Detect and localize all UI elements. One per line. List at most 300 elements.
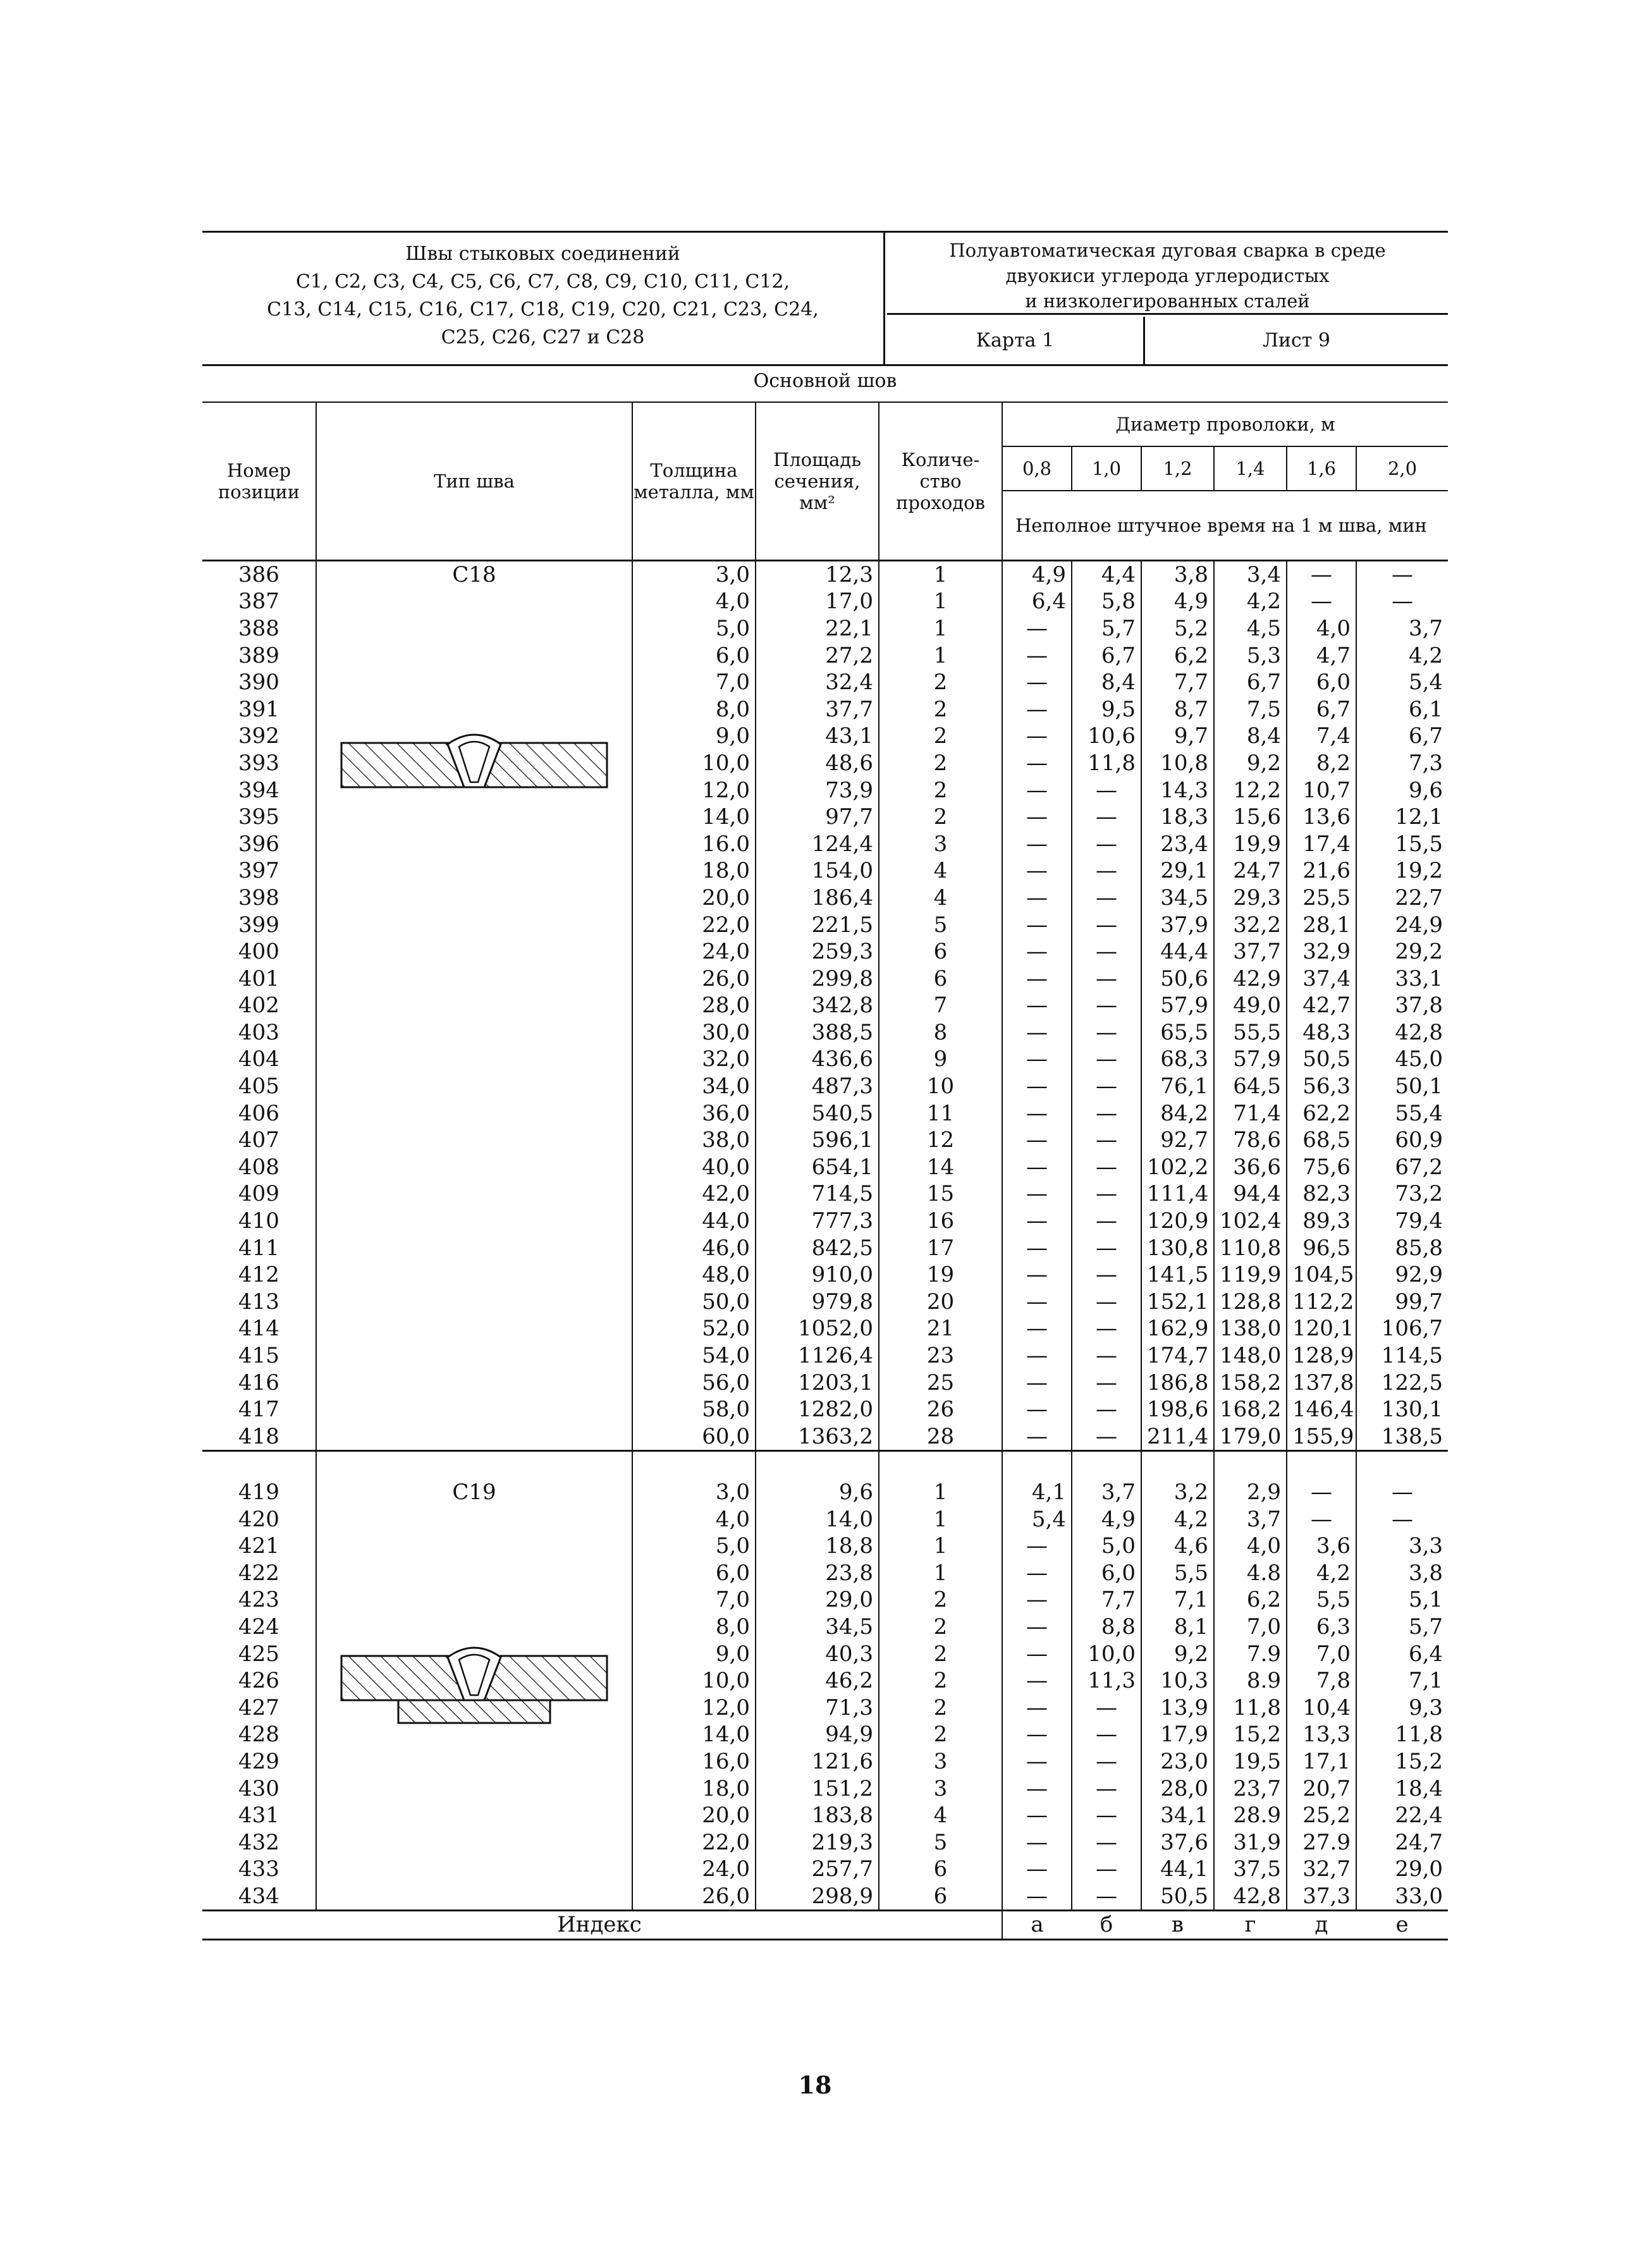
area-cell: 94,9 (756, 1721, 879, 1748)
table-row (202, 1559, 1448, 1586)
time-cell: 128,8 (1214, 1289, 1287, 1316)
thickness-cell: 9,0 (632, 723, 756, 750)
thickness-cell: 4,0 (632, 1505, 756, 1533)
table-row (202, 1289, 1448, 1316)
passes-cell: 2 (879, 776, 1002, 804)
thickness-cell: 18,0 (632, 857, 756, 885)
table-row (202, 804, 1448, 831)
time-cell: 120,9 (1141, 1208, 1214, 1235)
weld-type-cell (316, 965, 632, 992)
time-cell: — (1072, 1721, 1141, 1748)
time-cell: — (1072, 1289, 1141, 1316)
thickness-cell: 28,0 (632, 992, 756, 1019)
time-cell: 6,7 (1287, 696, 1356, 723)
time-cell: 8.9 (1214, 1667, 1287, 1695)
time-cell: 25,2 (1287, 1802, 1356, 1829)
weld-type-cell (316, 1154, 632, 1181)
area-cell: 487,3 (756, 1073, 879, 1100)
header-left (202, 233, 885, 364)
time-cell: — (1072, 857, 1141, 885)
passes-cell: 3 (879, 830, 1002, 857)
time-cell: 23,0 (1141, 1748, 1214, 1775)
table-row (202, 830, 1448, 857)
area-cell: 388,5 (756, 1019, 879, 1046)
time-cell: 168,2 (1214, 1396, 1287, 1423)
area-cell: 221,5 (756, 911, 879, 938)
time-cell: 37,8 (1395, 993, 1443, 1019)
time-cell: — (1072, 1775, 1141, 1802)
time-cell: 28,1 (1287, 911, 1356, 938)
time-cell: — (1002, 1315, 1072, 1342)
weld-type-cell (316, 1289, 632, 1316)
passes-cell: 6 (879, 938, 1002, 965)
area-cell: 27,2 (756, 642, 879, 669)
time-cell: 11,8 (1214, 1694, 1287, 1721)
position-cell: 421 (202, 1533, 316, 1560)
thickness-cell: 5,0 (632, 615, 756, 642)
time-cell: 11,3 (1072, 1667, 1141, 1695)
time-cell: 17,1 (1287, 1748, 1356, 1775)
position-cell: 396 (202, 830, 316, 857)
time-cell: — (1072, 1883, 1141, 1911)
thickness-cell: 22,0 (632, 1829, 756, 1856)
position-cell: 393 (202, 750, 316, 777)
position-cell: 425 (202, 1640, 316, 1667)
table-row (202, 1829, 1448, 1856)
position-cell: 433 (202, 1856, 316, 1883)
weld-type-cell (316, 1234, 632, 1261)
time-cell: 5,1 (1408, 1587, 1443, 1613)
time-cell: — (1072, 1154, 1141, 1181)
column-header-thickness: Толщина металла, мм (632, 402, 756, 560)
time-cell: 11,8 (1072, 750, 1141, 777)
time-cell: 128,9 (1287, 1342, 1356, 1370)
weld-type-cell (316, 696, 632, 723)
thickness-cell: 10,0 (632, 750, 756, 777)
time-cell: — (1002, 1261, 1072, 1289)
time-cell: 14,3 (1141, 776, 1214, 804)
time-cell: 141,5 (1141, 1261, 1214, 1289)
passes-cell: 2 (879, 1586, 1002, 1614)
thickness-cell: 16,0 (632, 1748, 756, 1775)
area-cell: 842,5 (756, 1234, 879, 1261)
time-cell: — (1072, 1019, 1141, 1046)
time-cell: 130,8 (1141, 1234, 1214, 1261)
time-cell: 75,6 (1287, 1154, 1356, 1181)
table-row (202, 992, 1448, 1019)
time-cell: 10,6 (1072, 723, 1141, 750)
passes-cell: 4 (879, 885, 1002, 912)
passes-cell: 2 (879, 1694, 1002, 1721)
time-cell: 60,9 (1395, 1127, 1443, 1153)
time-cell: 79,4 (1395, 1208, 1443, 1234)
thickness-cell: 34,0 (632, 1073, 756, 1100)
weld-type-cell (316, 1396, 632, 1423)
time-cell: 4,0 (1287, 615, 1356, 642)
area-cell: 97,7 (756, 804, 879, 831)
time-cell: 18,3 (1141, 804, 1214, 831)
time-cell: 6,4 (1002, 588, 1072, 615)
thickness-cell: 10,0 (632, 1667, 756, 1695)
position-cell: 398 (202, 885, 316, 912)
area-cell: 22,1 (756, 615, 879, 642)
time-cell: — (1002, 1856, 1072, 1883)
time-cell: 24,7 (1395, 1829, 1443, 1855)
backing-strip (398, 1700, 550, 1723)
area-cell: 71,3 (756, 1694, 879, 1721)
time-cell: 25,5 (1287, 885, 1356, 912)
time-cell: 3,7 (1214, 1505, 1287, 1533)
time-cell: 92,7 (1141, 1127, 1214, 1154)
time-cell: 92,9 (1395, 1262, 1443, 1288)
area-cell: 18,8 (756, 1533, 879, 1560)
passes-cell: 1 (879, 615, 1002, 642)
time-cell: 4.8 (1214, 1559, 1287, 1586)
column-header-wire-diameter: Диаметр проволоки, м (1002, 402, 1448, 446)
passes-cell: 10 (879, 1073, 1002, 1100)
time-cell: 42,9 (1214, 965, 1287, 992)
table-row (202, 1856, 1448, 1883)
position-cell: 419 (202, 1479, 316, 1506)
time-cell: — (1002, 965, 1072, 992)
time-cell: 3,7 (1408, 615, 1443, 641)
weld-type-cell (316, 1423, 632, 1451)
time-cell: — (1002, 1396, 1072, 1423)
passes-cell: 11 (879, 1100, 1002, 1127)
right-plate (483, 743, 607, 787)
time-cell: — (1002, 1100, 1072, 1127)
weld-type-cell (316, 1829, 632, 1856)
passes-cell: 2 (879, 696, 1002, 723)
time-cell: 148,0 (1214, 1342, 1287, 1370)
index-letter: е (1356, 1911, 1448, 1940)
area-cell: 154,0 (756, 857, 879, 885)
time-cell: — (1287, 1479, 1356, 1506)
time-cell: — (1072, 965, 1141, 992)
position-cell: 391 (202, 696, 316, 723)
time-cell: 68,5 (1287, 1127, 1356, 1154)
time-cell: — (1072, 1100, 1141, 1127)
time-cell: 78,6 (1214, 1127, 1287, 1154)
time-cell: 67,2 (1395, 1154, 1443, 1180)
area-cell: 596,1 (756, 1127, 879, 1154)
table-row (202, 588, 1448, 615)
time-cell: 198,6 (1141, 1396, 1214, 1423)
weld-type-cell (316, 830, 632, 857)
time-cell: 17,4 (1287, 830, 1356, 857)
time-cell: 104,5 (1287, 1261, 1356, 1289)
weld-type-cell (316, 1127, 632, 1154)
header-right-line: двуокиси углерода углеродистых (1005, 265, 1330, 286)
passes-cell: 2 (879, 1721, 1002, 1748)
time-cell: 37,5 (1214, 1856, 1287, 1883)
weld-type-cell (316, 885, 632, 912)
position-cell: 406 (202, 1100, 316, 1127)
separator-cell (1002, 1451, 1072, 1479)
separator-cell (1287, 1451, 1356, 1479)
area-cell: 257,7 (756, 1856, 879, 1883)
time-cell: 5,4 (1408, 670, 1443, 696)
time-cell: — (1002, 804, 1072, 831)
card-number: Карта 1 (887, 317, 1145, 364)
time-cell: 85,8 (1395, 1235, 1443, 1261)
separator-cell (1214, 1451, 1287, 1479)
time-cell: — (1002, 1423, 1072, 1451)
time-cell: — (1072, 1208, 1141, 1235)
column-header-passes: Количе- ство проходов (879, 402, 1002, 560)
time-cell: — (1002, 1775, 1072, 1802)
time-cell: 32,7 (1287, 1856, 1356, 1883)
time-cell: — (1072, 1369, 1141, 1396)
time-cell: 7,0 (1287, 1640, 1356, 1667)
position-cell: 420 (202, 1505, 316, 1533)
passes-cell: 28 (879, 1423, 1002, 1451)
time-cell: 28,0 (1141, 1775, 1214, 1802)
thickness-cell: 20,0 (632, 1802, 756, 1829)
area-cell: 540,5 (756, 1100, 879, 1127)
time-cell: 50,6 (1141, 965, 1214, 992)
table-row (202, 1775, 1448, 1802)
thickness-cell: 38,0 (632, 1127, 756, 1154)
thickness-cell: 12,0 (632, 776, 756, 804)
time-cell: — (1287, 588, 1356, 615)
time-cell: 5,0 (1072, 1533, 1141, 1560)
position-cell: 386 (202, 560, 316, 588)
position-cell: 392 (202, 723, 316, 750)
table-row (202, 1748, 1448, 1775)
table-row (202, 1423, 1448, 1451)
weld-type-cell (316, 1100, 632, 1127)
area-cell: 46,2 (756, 1667, 879, 1695)
passes-cell: 23 (879, 1342, 1002, 1370)
thickness-cell: 8,0 (632, 696, 756, 723)
time-cell: 3,6 (1287, 1533, 1356, 1560)
position-cell: 403 (202, 1019, 316, 1046)
diameter-header: 2,0 (1356, 446, 1448, 491)
time-cell: 8,4 (1072, 669, 1141, 696)
time-cell: 42,7 (1287, 992, 1356, 1019)
time-cell: 17,9 (1141, 1721, 1214, 1748)
time-cell: 7,5 (1214, 696, 1287, 723)
time-cell: 106,7 (1381, 1316, 1443, 1342)
time-cell: — (1002, 1667, 1072, 1695)
position-cell: 430 (202, 1775, 316, 1802)
time-cell: 64,5 (1214, 1073, 1287, 1100)
time-cell: 8,4 (1214, 723, 1287, 750)
time-cell: 27.9 (1287, 1829, 1356, 1856)
time-cell: — (1392, 1506, 1414, 1532)
position-cell: 387 (202, 588, 316, 615)
diameter-header: 0,8 (1002, 446, 1072, 491)
time-cell: — (1002, 1046, 1072, 1073)
time-cell: 57,9 (1214, 1046, 1287, 1073)
table-row (202, 938, 1448, 965)
time-cell: 29,0 (1395, 1856, 1443, 1882)
time-cell: 5,8 (1072, 588, 1141, 615)
thickness-cell: 60,0 (632, 1423, 756, 1451)
position-cell: 423 (202, 1586, 316, 1614)
time-cell: — (1072, 1829, 1141, 1856)
index-label: Индекс (202, 1911, 1002, 1940)
table-row (202, 1586, 1448, 1614)
time-cell: 4,5 (1214, 615, 1287, 642)
thickness-cell: 48,0 (632, 1261, 756, 1289)
table-row (202, 1396, 1448, 1423)
area-cell: 17,0 (756, 588, 879, 615)
area-cell: 1282,0 (756, 1396, 879, 1423)
time-cell: 5,5 (1141, 1559, 1214, 1586)
time-cell: 4,9 (1072, 1505, 1141, 1533)
area-cell: 1363,2 (756, 1423, 879, 1451)
position-cell: 429 (202, 1748, 316, 1775)
passes-cell: 2 (879, 1614, 1002, 1641)
position-cell: 405 (202, 1073, 316, 1100)
thickness-cell: 8,0 (632, 1614, 756, 1641)
passes-cell: 9 (879, 1046, 1002, 1073)
weld-type-cell (316, 1856, 632, 1883)
time-cell: — (1002, 750, 1072, 777)
time-cell: 56,3 (1287, 1073, 1356, 1100)
separator-cell (1072, 1451, 1141, 1479)
table-row (202, 1369, 1448, 1396)
time-cell: — (1072, 1046, 1141, 1073)
table-row (202, 1073, 1448, 1100)
passes-cell: 1 (879, 588, 1002, 615)
time-cell: 7,4 (1287, 723, 1356, 750)
time-cell: 33,1 (1395, 965, 1443, 991)
time-cell: — (1072, 1315, 1141, 1342)
weld-type-cell (316, 615, 632, 642)
time-cell: — (1002, 1289, 1072, 1316)
weld-type-cell (316, 1261, 632, 1289)
time-cell: 68,3 (1141, 1046, 1214, 1073)
time-cell: — (1072, 1802, 1141, 1829)
thickness-cell: 18,0 (632, 1775, 756, 1802)
passes-cell: 7 (879, 992, 1002, 1019)
time-cell: 55,5 (1214, 1019, 1287, 1046)
time-cell: 111,4 (1141, 1180, 1214, 1208)
column-header-time: Неполное штучное время на 1 м шва, мин (1002, 491, 1448, 560)
time-cell: 4,1 (1002, 1479, 1072, 1506)
area-cell: 219,3 (756, 1829, 879, 1856)
time-cell: 89,3 (1287, 1208, 1356, 1235)
table-row (202, 642, 1448, 669)
separator-cell (756, 1451, 879, 1479)
area-cell: 342,8 (756, 992, 879, 1019)
time-cell: 23,4 (1141, 830, 1214, 857)
weld-type-cell (316, 938, 632, 965)
time-cell: — (1072, 911, 1141, 938)
weld-type-cell (316, 1369, 632, 1396)
time-cell: 5,5 (1287, 1586, 1356, 1614)
area-cell: 151,2 (756, 1775, 879, 1802)
time-cell: — (1356, 560, 1448, 588)
weld-type-cell (316, 1614, 632, 1641)
time-cell: 7,1 (1141, 1586, 1214, 1614)
diameter-header: 1,4 (1214, 446, 1287, 491)
time-cell: — (1002, 911, 1072, 938)
time-cell: 5,7 (1408, 1614, 1443, 1640)
area-cell: 654,1 (756, 1154, 879, 1181)
time-cell: — (1002, 723, 1072, 750)
time-cell: — (1002, 885, 1072, 912)
time-cell: — (1002, 776, 1072, 804)
time-cell: 37,9 (1141, 911, 1214, 938)
time-cell: 99,7 (1395, 1289, 1443, 1315)
position-cell: 397 (202, 857, 316, 885)
time-cell: — (1002, 1073, 1072, 1100)
table-row (202, 1479, 1448, 1506)
position-cell: 407 (202, 1127, 316, 1154)
time-cell: 71,4 (1214, 1100, 1287, 1127)
position-cell: 432 (202, 1829, 316, 1856)
table-row (202, 965, 1448, 992)
time-cell: 22,7 (1395, 885, 1443, 910)
time-cell: — (1002, 1154, 1072, 1181)
column-header-position: Номер позиции (202, 402, 316, 560)
time-cell: 7.9 (1214, 1640, 1287, 1667)
time-cell: 179,0 (1214, 1423, 1287, 1451)
position-cell: 411 (202, 1234, 316, 1261)
time-cell: 9,7 (1141, 723, 1214, 750)
time-cell: 94,4 (1214, 1180, 1287, 1208)
time-cell: — (1072, 776, 1141, 804)
group-separator (202, 1451, 1448, 1479)
time-cell: — (1072, 804, 1141, 831)
area-cell: 777,3 (756, 1208, 879, 1235)
time-cell: 122,5 (1381, 1370, 1443, 1395)
diameter-header: 1,6 (1287, 446, 1356, 491)
time-cell: 4,9 (1141, 588, 1214, 615)
passes-cell: 12 (879, 1127, 1002, 1154)
time-cell: 3,7 (1072, 1479, 1141, 1506)
passes-cell: 3 (879, 1775, 1002, 1802)
thickness-cell: 3,0 (632, 560, 756, 588)
time-cell: 4,9 (1002, 560, 1072, 588)
time-cell: 28.9 (1214, 1802, 1287, 1829)
thickness-cell: 12,0 (632, 1694, 756, 1721)
time-cell: 7,7 (1072, 1586, 1141, 1614)
thickness-cell: 5,0 (632, 1533, 756, 1560)
thickness-cell: 54,0 (632, 1342, 756, 1370)
time-cell: 114,5 (1381, 1343, 1443, 1369)
time-cell: 48,3 (1287, 1019, 1356, 1046)
table-row (202, 911, 1448, 938)
position-cell: 389 (202, 642, 316, 669)
table-row (202, 1100, 1448, 1127)
table-row (202, 669, 1448, 696)
time-cell: 82,3 (1287, 1180, 1356, 1208)
position-cell: 408 (202, 1154, 316, 1181)
time-cell: 20,7 (1287, 1775, 1356, 1802)
time-cell: 84,2 (1141, 1100, 1214, 1127)
time-cell: — (1072, 1261, 1141, 1289)
index-letter: д (1287, 1911, 1356, 1940)
time-cell: 33,0 (1395, 1883, 1443, 1909)
weld-type-cell (316, 1208, 632, 1235)
time-cell: 120,1 (1287, 1315, 1356, 1342)
thickness-cell: 7,0 (632, 669, 756, 696)
time-cell: 42,8 (1214, 1883, 1287, 1911)
time-cell: — (1072, 1342, 1141, 1370)
header-right (887, 233, 1448, 315)
separator-cell (632, 1451, 756, 1479)
time-cell: 138,5 (1381, 1423, 1443, 1449)
passes-cell: 1 (879, 1505, 1002, 1533)
time-cell: 76,1 (1141, 1073, 1214, 1100)
time-cell: — (1287, 560, 1356, 588)
time-cell: 12,1 (1395, 804, 1443, 830)
